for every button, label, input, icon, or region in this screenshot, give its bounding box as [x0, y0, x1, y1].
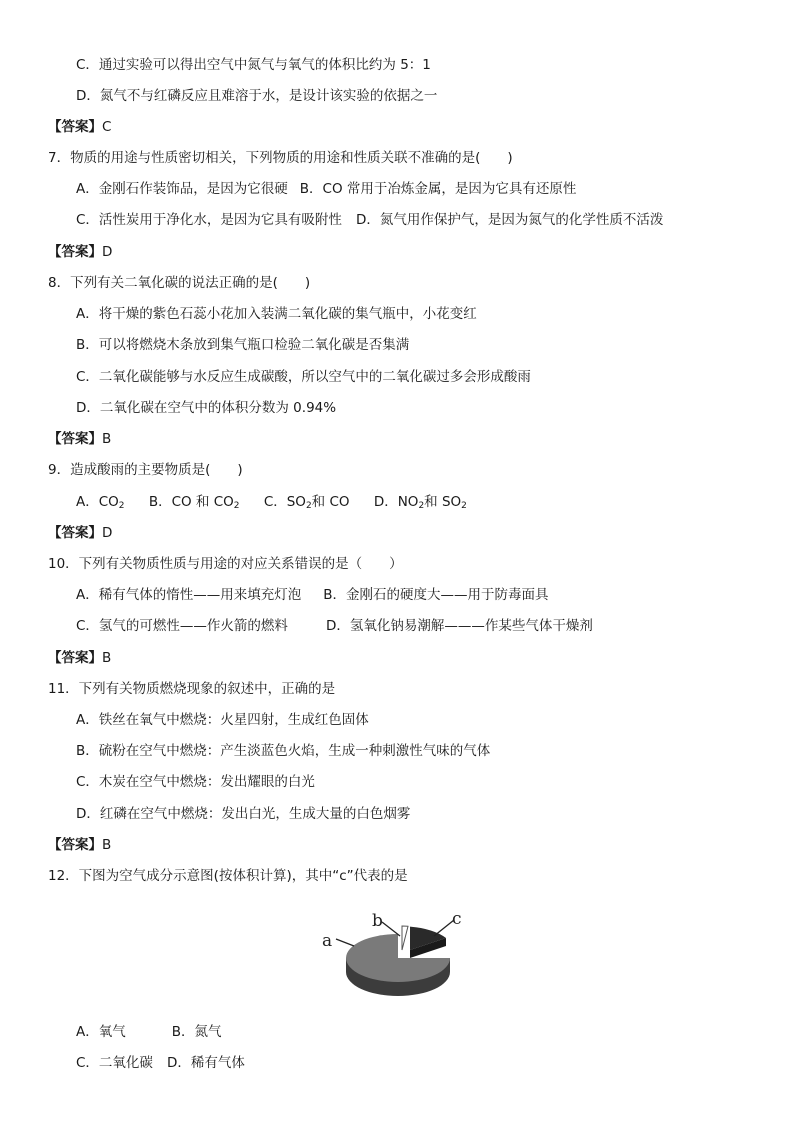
subscript: 2: [461, 501, 467, 511]
q11-option-b: B．硫粉在空气中燃烧：产生淡蓝色火焰，生成一种刺激性气味的气体: [76, 743, 491, 759]
answer-value: B: [102, 650, 112, 666]
air-composition-pie-figure: [318, 906, 476, 1012]
q7-options-ab: [76, 180, 576, 198]
q11-answer: [48, 836, 111, 854]
q11-stem: 11．下列有关物质燃烧现象的叙述中，正确的是: [48, 681, 336, 697]
q12-option-a: A．氧气: [76, 1024, 126, 1040]
q10-stem: 10．下列有关物质性质与用途的对应关系错误的是（ ）: [48, 556, 403, 572]
q12-option-b: B．氮气: [171, 1024, 222, 1040]
q9-options: [76, 493, 467, 515]
figure-label-c: c: [452, 909, 462, 929]
figure-label-a: a: [322, 931, 333, 951]
q7-option-b: B．CO 常用于冶炼金属，是因为它具有还原性: [299, 181, 577, 197]
q7-option-c: C．活性炭用于净化水，是因为它具有吸附性: [76, 212, 342, 228]
q8-option-b: B．可以将燃烧木条放到集气瓶口检验二氧化碳是否集满: [76, 337, 410, 353]
q8-answer: [48, 430, 111, 448]
answer-value: C: [102, 119, 112, 135]
q12-option-d: D．稀有气体: [166, 1055, 245, 1071]
q9-option-c-text: C．SO: [263, 494, 306, 510]
q12-stem: 12．下图为空气成分示意图(按体积计算)，其中“c”代表的是: [48, 868, 408, 884]
q12-option-c: C．二氧化碳: [76, 1055, 153, 1071]
q9-option-c: [264, 494, 350, 510]
answer-label: 【答案】: [48, 119, 102, 135]
q6-option-c: C．通过实验可以得出空气中氮气与氧气的体积比约为 5：1: [76, 57, 431, 73]
q8-option-d: D．二氧化碳在空气中的体积分数为 0.94%: [76, 400, 337, 416]
leader-line-c: [434, 920, 454, 936]
subscript: 2: [418, 501, 425, 511]
q10-answer: [48, 649, 111, 667]
q9-option-b: [149, 494, 240, 510]
q9-option-a-text: A．CO: [76, 494, 119, 510]
answer-value: B: [102, 431, 112, 447]
q9-option-a: [76, 494, 125, 510]
subscript: 2: [305, 501, 312, 511]
q12-options-ab: [76, 1023, 222, 1041]
answer-value: D: [102, 244, 113, 260]
leader-line-b: [382, 922, 400, 936]
figure-label-b: b: [372, 911, 383, 931]
q9-answer: [48, 524, 112, 542]
answer-label: 【答案】: [48, 837, 102, 853]
answer-value: D: [102, 525, 113, 541]
answer-label: 【答案】: [48, 431, 102, 447]
answer-label: 【答案】: [48, 650, 102, 666]
q6-option-d: D．氮气不与红磷反应且难溶于水，是设计该实验的依据之一: [76, 88, 438, 104]
q10-options-cd: [76, 617, 593, 635]
q10-option-b: B．金刚石的硬度大——用于防毒面具: [323, 587, 549, 603]
q9-option-c-text-2: 和 CO: [311, 494, 350, 510]
q9-option-b-text: B．CO 和 CO: [148, 494, 234, 510]
q7-options-cd: [76, 211, 663, 229]
q11-option-c: C．木炭在空气中燃烧：发出耀眼的白光: [76, 774, 315, 790]
answer-label: 【答案】: [48, 525, 102, 541]
q10-option-a: A．稀有气体的惰性——用来填充灯泡: [76, 587, 302, 603]
q7-stem: 7．物质的用途与性质密切相关，下列物质的用途和性质关联不准确的是( ): [48, 150, 513, 166]
q8-stem: 8．下列有关二氧化碳的说法正确的是( ): [48, 275, 311, 291]
subscript: 2: [233, 501, 240, 511]
q7-option-d: D．氮气用作保护气，是因为氮气的化学性质不活泼: [355, 212, 664, 228]
q9-option-d: [374, 494, 467, 510]
answer-label: 【答案】: [48, 244, 102, 260]
q10-option-c: C．氢气的可燃性——作火箭的燃料: [76, 618, 288, 634]
q9-option-d-text: D．NO: [373, 494, 419, 510]
q10-options-ab: [76, 586, 549, 604]
q6-answer: [48, 118, 111, 136]
q7-answer: [48, 243, 112, 261]
q9-option-d-text-2: 和 SO: [424, 494, 462, 510]
subscript: 2: [118, 501, 125, 511]
q9-stem: 9．造成酸雨的主要物质是( ): [48, 462, 243, 478]
q8-option-a: A．将干燥的紫色石蕊小花加入装满二氧化碳的集气瓶中，小花变红: [76, 306, 477, 322]
leader-line-a: [336, 939, 354, 946]
q12-options-cd: [76, 1054, 245, 1072]
q7-option-a: A．金刚石作装饰品，是因为它很硬: [76, 181, 288, 197]
q11-option-d: D．红磷在空气中燃烧：发出白光，生成大量的白色烟雾: [76, 806, 411, 822]
q10-option-d: D．氢氧化钠易潮解———作某些气体干燥剂: [325, 618, 593, 634]
q11-option-a: A．铁丝在氧气中燃烧：火星四射，生成红色固体: [76, 712, 369, 728]
pie-slice-b: [402, 926, 408, 950]
q8-option-c: C．二氧化碳能够与水反应生成碳酸，所以空气中的二氧化碳过多会形成酸雨: [76, 369, 531, 385]
answer-value: B: [102, 837, 112, 853]
